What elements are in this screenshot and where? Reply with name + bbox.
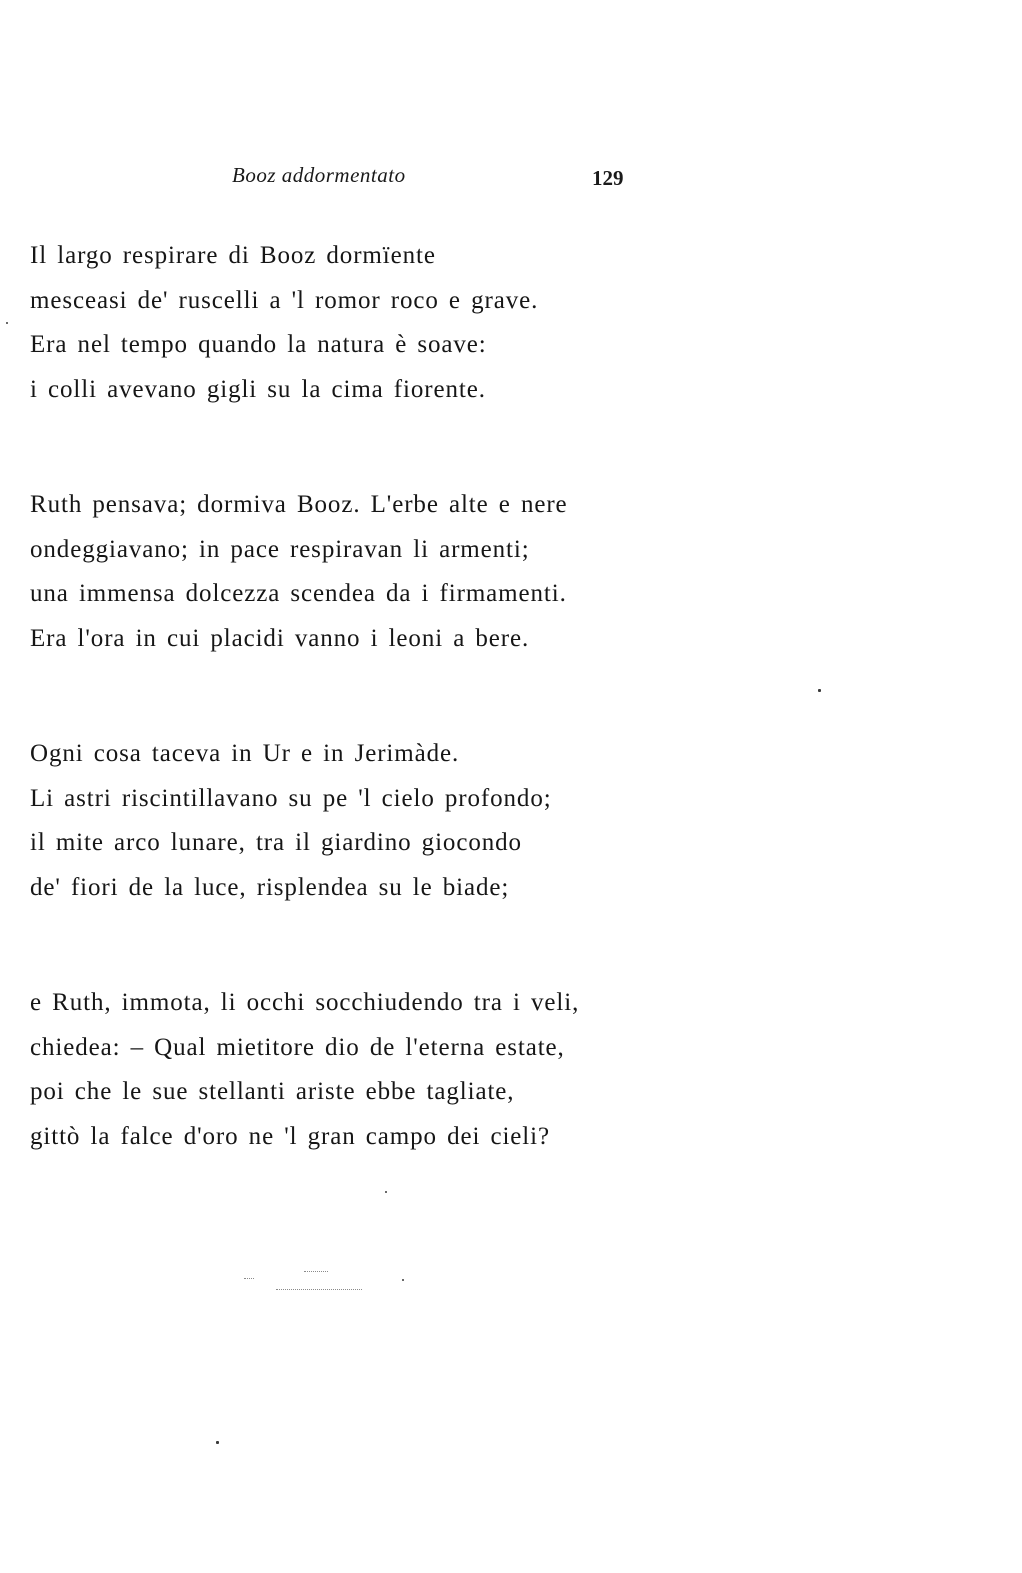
poem-body: [30, 234, 790, 1230]
verse-line: gittò la falce d'oro ne 'l gran campo dei cieli?: [30, 1122, 550, 1150]
verse-line: e Ruth, immota, li occhi socchiudendo tra i veli,: [30, 989, 580, 1016]
stanza-2: [30, 483, 790, 661]
scan-dots: [276, 1289, 362, 1290]
verse-line: Ruth pensava; dormiva Booz. L'erbe alte e nere: [30, 491, 568, 518]
page-number: 129: [592, 166, 624, 190]
stanza-3: [30, 732, 790, 910]
verse-line: chiedea: – Qual mietitore dio de l'eterna estate,: [30, 1033, 565, 1061]
verse-line: Ogni cosa taceva in Ur e in Jerimàde.: [30, 740, 460, 767]
verse-line: poi che le sue stellanti ariste ebbe tagliate,: [30, 1078, 515, 1105]
verse-line: Il largo respirare di Booz dormïente: [30, 242, 436, 269]
running-title: Booz addormentato: [232, 163, 406, 187]
verse-line: Era nel tempo quando la natura è soave:: [30, 331, 487, 358]
verse-line: Li astri riscintillavano su pe 'l cielo profondo;: [30, 784, 552, 812]
stanza-1: [30, 234, 790, 412]
scan-dots: [304, 1271, 328, 1272]
verse-line: mesceasi de' ruscelli a 'l romor roco e grave.: [30, 286, 539, 314]
verse-line: i colli avevano gigli su la cima fiorente.: [30, 375, 486, 403]
scan-speck: [818, 689, 821, 692]
scan-dots: [244, 1278, 254, 1279]
stanza-4: [30, 981, 790, 1159]
verse-line: una immensa dolcezza scendea da i firmamenti.: [30, 580, 567, 607]
scan-speck: [385, 1191, 387, 1193]
verse-line: de' fiori de la luce, risplendea su le biade;: [30, 873, 510, 901]
verse-line: ondeggiavano; in pace respiravan li armenti;: [30, 535, 530, 563]
scan-speck: [6, 322, 8, 324]
scan-speck: [402, 1279, 404, 1281]
verse-line: il mite arco lunare, tra il giardino giocondo: [30, 829, 522, 856]
scan-speck: [216, 1441, 219, 1444]
verse-line: Era l'ora in cui placidi vanno i leoni a bere.: [30, 624, 530, 652]
